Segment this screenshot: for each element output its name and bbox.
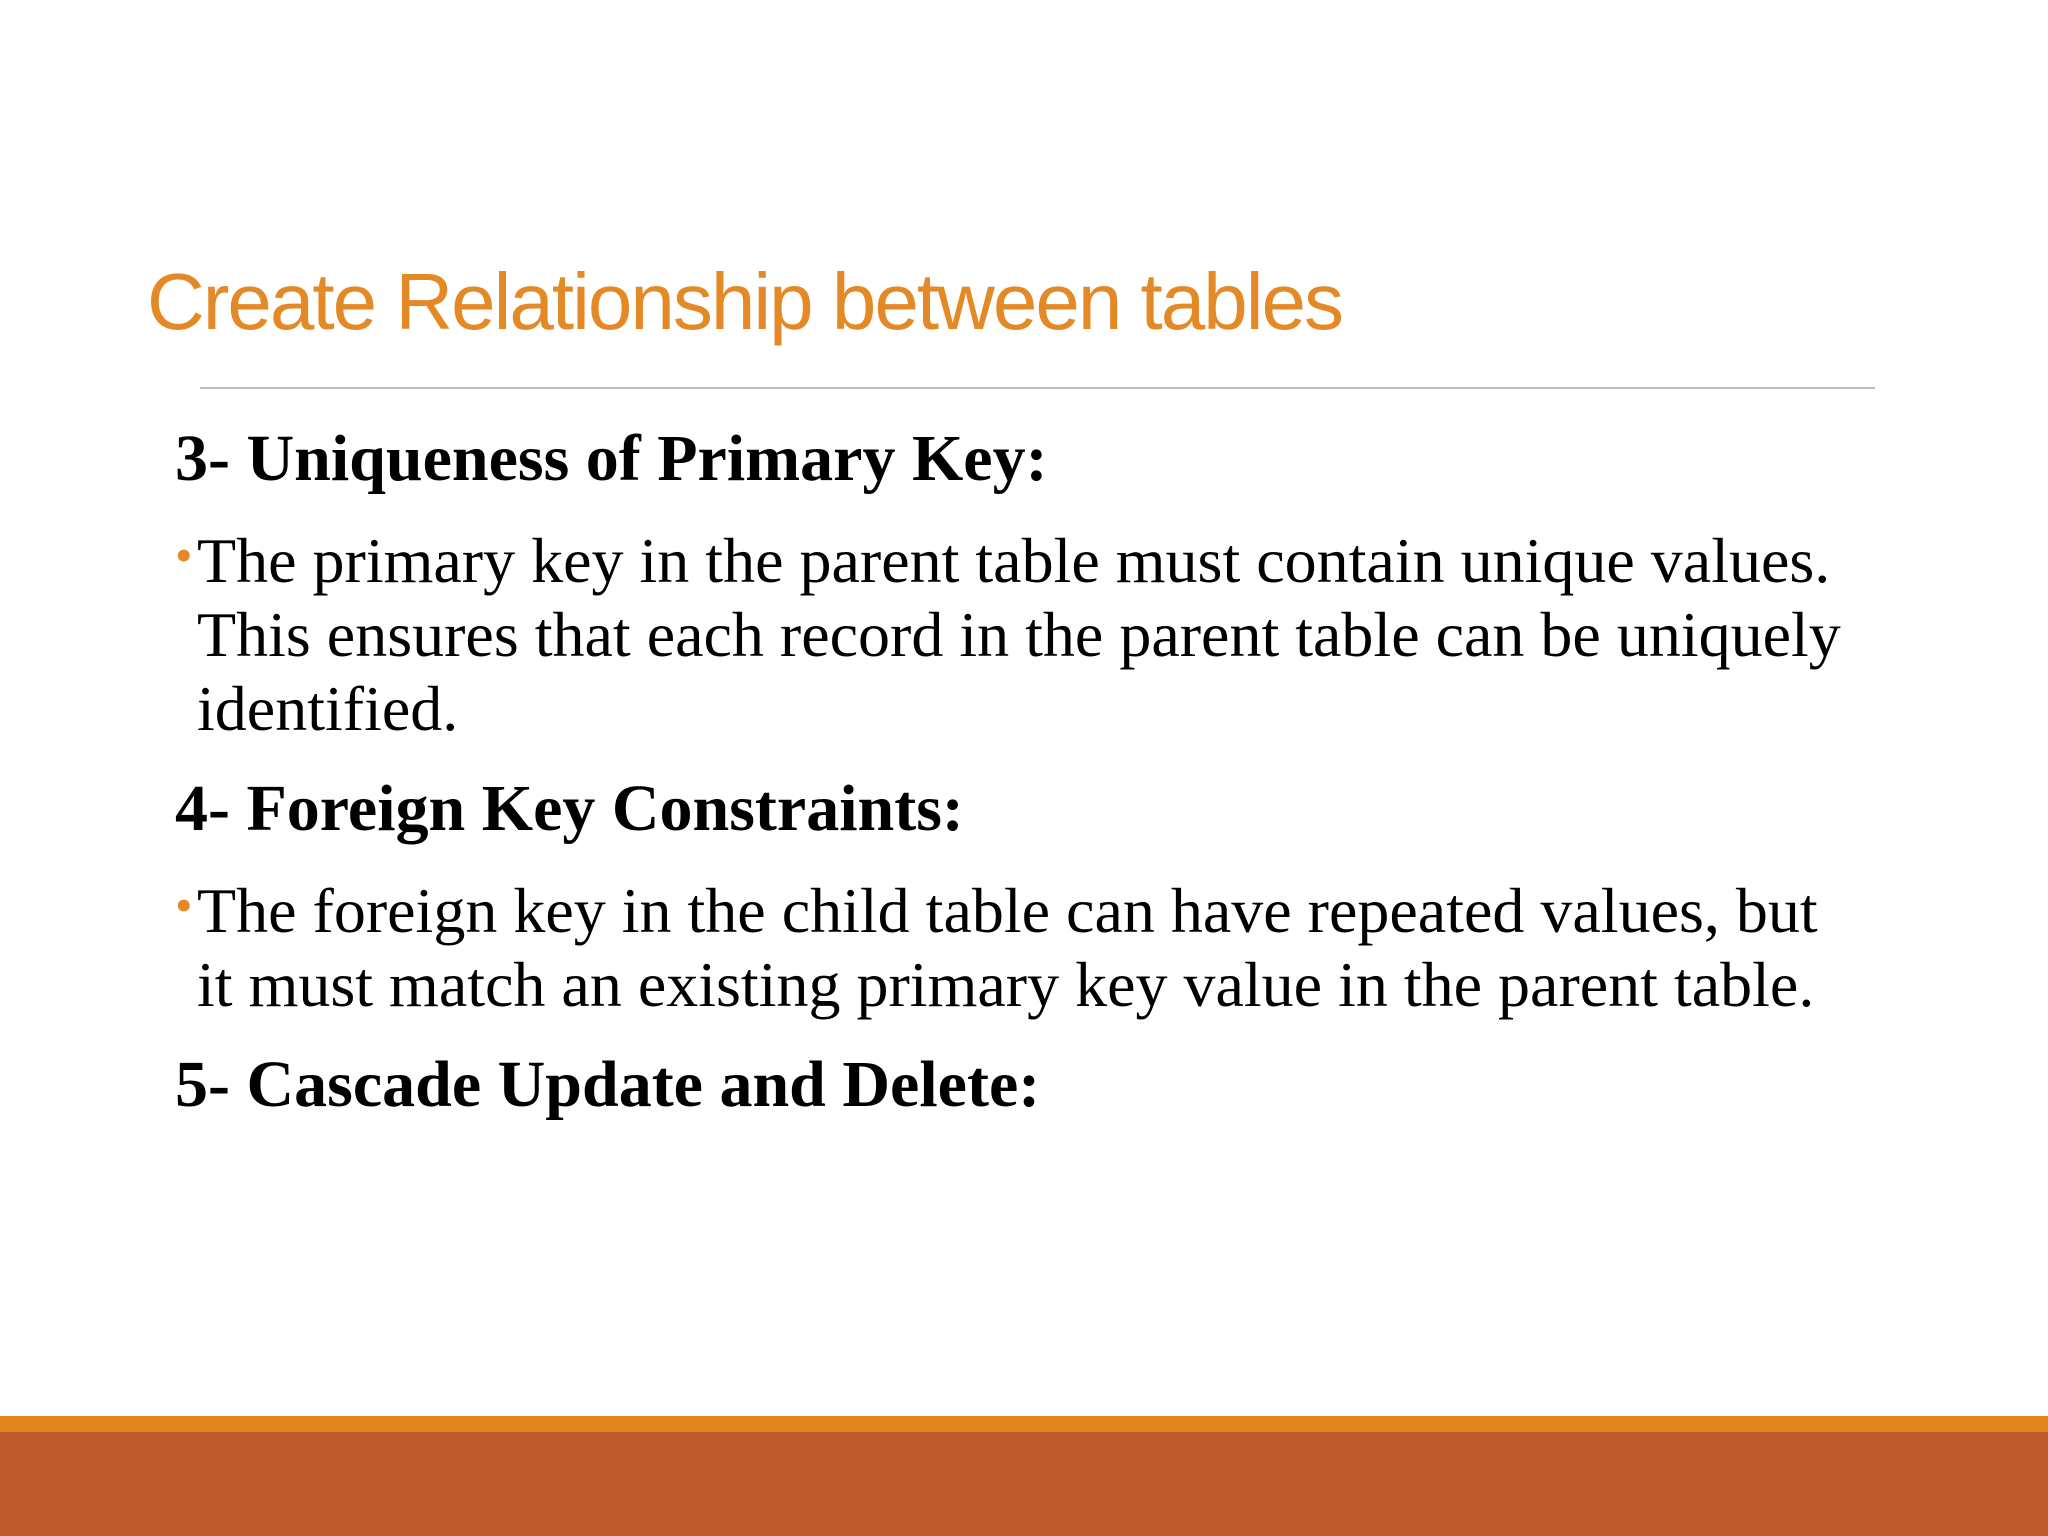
footer-accent-line xyxy=(0,1416,2048,1432)
footer-band xyxy=(0,1432,2048,1536)
title-divider xyxy=(200,387,1875,389)
bullet-text-foreign-key: The foreign key in the child table can have repeated values, but it must match an existing primary key value in the parent table. xyxy=(197,874,1818,1020)
slide-content xyxy=(175,420,1875,1150)
bullet-text-uniqueness: The primary key in the parent table must contain unique values. This ensures that each record in the parent table can be uniquely identified. xyxy=(197,524,1841,744)
section-heading-foreign-key: 4- Foreign Key Constraints: xyxy=(175,771,964,845)
bullet-icon: • xyxy=(175,876,193,933)
bullet-item-foreign-key xyxy=(175,874,1875,1022)
section-heading-uniqueness: 3- Uniqueness of Primary Key: xyxy=(175,422,1048,495)
slide-title: Create Relationship between tables xyxy=(147,257,1343,346)
bullet-icon: • xyxy=(175,526,193,583)
bullet-item-uniqueness xyxy=(175,524,1875,746)
section-heading-cascade: 5- Cascade Update and Delete: xyxy=(175,1047,1041,1121)
